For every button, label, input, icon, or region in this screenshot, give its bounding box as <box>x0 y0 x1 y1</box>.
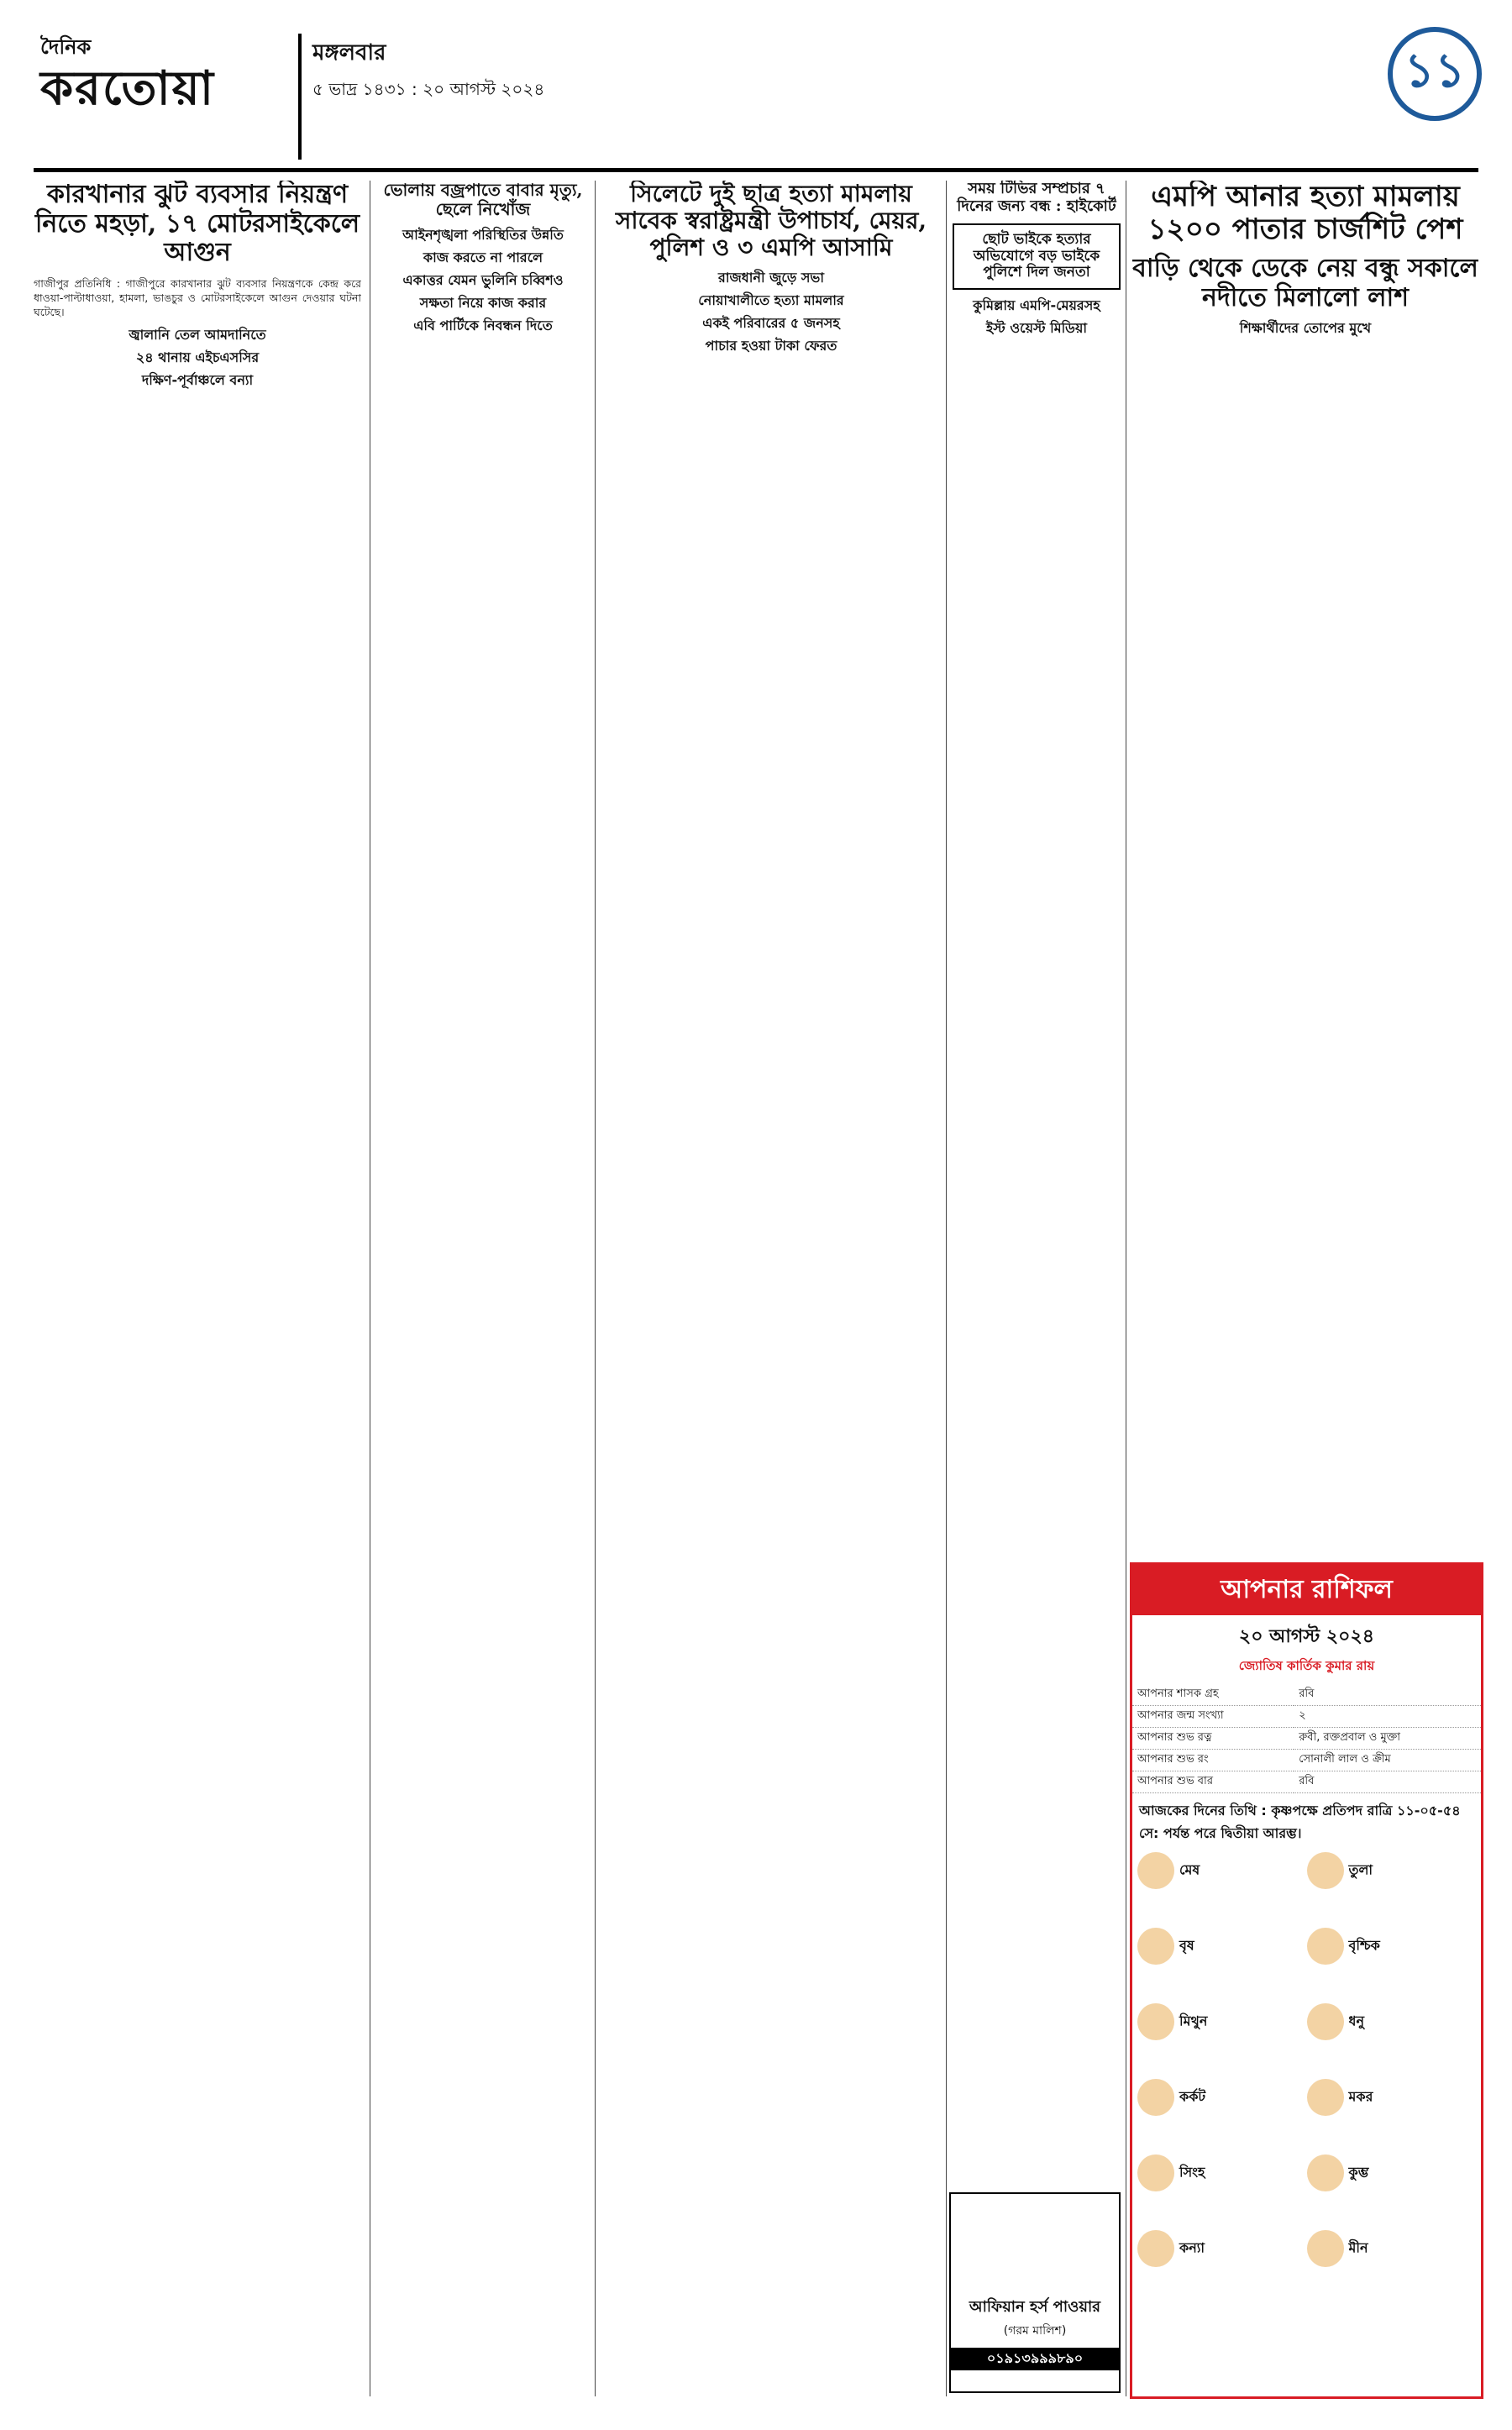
zodiac-icon <box>1307 2003 1344 2040</box>
subhead-family: একই পরিবারের ৫ জনসহ <box>702 314 840 331</box>
sign-item <box>1307 2079 1477 2154</box>
zodiac-icon <box>1307 1852 1344 1889</box>
tithi: আজকের দিনের তিথি : কৃষ্ণপক্ষে প্রতিপদ রাত্রি ১১-০৫-৫৪ সে: পর্যন্ত পরে দ্বিতীয়া আরম্ভ। <box>1139 1803 1461 1841</box>
ad-phone: ০১৯১৩৯৯৯৮৯০ <box>951 2348 1119 2370</box>
subhead-law: আইনশৃঙ্খলা পরিস্থিতির উন্নতি <box>402 227 564 243</box>
subhead-fuel: জ্বালানি তেল আমদানিতে <box>129 326 266 343</box>
sign-name: বৃষ <box>1179 1937 1194 1954</box>
subhead-money: পাচার হওয়া টাকা ফেরত <box>705 337 837 354</box>
zodiac-icon <box>1137 2154 1174 2191</box>
rashi-value: রুবী, রক্তপ্রবাল ও মুক্তা <box>1294 1728 1481 1750</box>
horoscope-title: আপনার রাশিফল <box>1132 1565 1481 1615</box>
rashi-value: রবি <box>1294 1771 1481 1793</box>
subhead-71: একাত্তর যেমন ভুলিনি চব্বিশও <box>402 272 564 288</box>
column-1 <box>34 181 361 2396</box>
sign-item <box>1137 2154 1307 2230</box>
headline-brother: ছোট ভাইকে হত্যার অভিযোগে বড় ভাইকে পুলিশে দিল জনতা <box>973 231 1100 281</box>
subhead-work: কাজ করতে না পারলে <box>423 249 543 265</box>
sign-name: মকর <box>1348 2088 1373 2105</box>
subhead-rally: রাজধানী জুড়ে সভা <box>718 269 824 286</box>
column-2 <box>378 181 588 2396</box>
zodiac-icon <box>1307 2079 1344 2116</box>
sign-item <box>1137 1852 1307 1928</box>
horoscope-box <box>1130 1562 1483 2399</box>
sign-item <box>1137 2003 1307 2079</box>
headline-anar: এমপি আনার হত্যা মামলায় ১২০০ পাতার চার্জশিট পেশ <box>1147 181 1463 247</box>
subhead-abparty: এবি পার্টিকে নিবন্ধন দিতে <box>413 318 553 333</box>
column-4 <box>953 181 1121 2396</box>
rashi-value: সোনালী লাল ও ক্রীম <box>1294 1750 1481 1771</box>
rashi-label: আপনার শুভ বার <box>1132 1771 1294 1793</box>
ad-brand: আফিয়ান হর্স পাওয়ার <box>969 2298 1101 2316</box>
headline-somoy: সময় টিভির সম্প্রচার ৭ দিনের জন্য বন্ধ : হাইকোর্ট <box>957 181 1116 215</box>
rashi-label: আপনার শুভ রত্ন <box>1132 1728 1294 1750</box>
subhead-eastwest: ইস্ট ওয়েস্ট মিডিয়া <box>985 320 1088 337</box>
sign-name: ধনু <box>1348 2013 1365 2029</box>
zodiac-icon <box>1137 2003 1174 2040</box>
sign-item <box>1137 2230 1307 2306</box>
zodiac-icon <box>1137 2079 1174 2116</box>
headline-body: বাড়ি থেকে ডেকে নেয় বন্ধু সকালে নদীতে মিলালো লাশ <box>1132 254 1478 312</box>
ad-tagline: (গরম মালিশ) <box>1003 2324 1067 2338</box>
sign-name: মীন <box>1348 2239 1368 2256</box>
sign-name: বৃশ্চিক <box>1348 1937 1380 1954</box>
sign-name: তুলা <box>1348 1861 1373 1878</box>
rashi-label: আপনার জন্ম সংখ্যা <box>1132 1706 1294 1728</box>
subhead-students: শিক্ষার্থীদের তোপের মুখে <box>1239 320 1372 337</box>
sign-item <box>1307 2230 1477 2306</box>
sign-name: মিথুন <box>1179 2013 1208 2029</box>
column-5 <box>1132 181 1478 1556</box>
rashi-value: ২ <box>1294 1706 1481 1728</box>
sign-item <box>1137 2079 1307 2154</box>
sign-item <box>1307 2154 1477 2230</box>
horoscope-author: জ্যোতিষ কার্তিক কুমার রায় <box>1238 1658 1375 1673</box>
logo-small: দৈনিক <box>40 35 92 59</box>
sign-name: মেষ <box>1179 1861 1200 1878</box>
sign-item <box>1307 1928 1477 2003</box>
zodiac-icon <box>1137 2230 1174 2267</box>
sign-name: সিংহ <box>1179 2164 1205 2181</box>
sign-item <box>1307 1852 1477 1928</box>
rashi-label: আপনার শুভ রং <box>1132 1750 1294 1771</box>
headline-sylhet: সিলেটে দুই ছাত্র হত্যা মামলায় সাবেক স্বরাষ্ট্রমন্ত্রী উপাচার্য, মেয়র, পুলিশ ও ৩ এমপি আসামি <box>615 181 927 262</box>
subhead-comilla: কুমিল্লায় এমপি-মেয়রসহ <box>973 297 1100 314</box>
subhead-capacity: সক্ষতা নিয়ে কাজ করার <box>419 295 547 311</box>
zodiac-icon <box>1307 2154 1344 2191</box>
zodiac-icon <box>1307 2230 1344 2267</box>
masthead-day: মঙ্গলবার <box>312 40 386 66</box>
subhead-noakhali: নোয়াখালীতে হত্যা মামলার <box>698 291 844 308</box>
column-rule <box>946 181 947 2396</box>
logo: করতোয়া <box>40 61 215 116</box>
subhead-hsc: ২৪ থানায় এইচএসসির <box>135 349 260 365</box>
masthead-date: ৫ ভাদ্র ১৪৩১ : ২০ আগস্ট ২০২৪ <box>312 79 545 99</box>
article-lead: গাজীপুর প্রতিনিধি : গাজীপুরে কারখানার ঝুট ব্যবসার নিয়ন্ত্রণকে কেন্দ্র করে ধাওয়া-পাল্টাধাওয়া, হামলা, ভাঙচুর ও মোটরসাইকেলে আগুন দেওয়ার ঘটনা ঘটেছে। <box>34 276 361 318</box>
subhead-flood: দক্ষিণ-পূর্বাঞ্চলে বন্যা <box>141 371 254 388</box>
headline-bhola: ভোলায় বজ্রপাতে বাবার মৃত্যু, ছেলে নিখোঁজ <box>383 181 583 219</box>
top-rule <box>34 168 1478 172</box>
sign-name: কন্যা <box>1179 2239 1205 2256</box>
rashi-value: রবি <box>1294 1684 1481 1706</box>
advertisement <box>949 2192 1121 2393</box>
column-3 <box>603 181 939 2396</box>
sign-item <box>1137 1928 1307 2003</box>
rashi-label: আপনার শাসক গ্রহ <box>1132 1684 1294 1706</box>
masthead-divider <box>298 34 302 160</box>
sign-name: কুম্ভ <box>1348 2164 1369 2181</box>
sign-name: কর্কট <box>1179 2088 1206 2105</box>
zodiac-icon <box>1307 1928 1344 1965</box>
page-number: ১১ <box>1388 27 1482 121</box>
zodiac-icon <box>1137 1928 1174 1965</box>
sign-item <box>1307 2003 1477 2079</box>
zodiac-icon <box>1137 1852 1174 1889</box>
horoscope-date: ২০ আগস্ট ২০২৪ <box>1238 1626 1375 1647</box>
headline-factory: কারখানার ঝুট ব্যবসার নিয়ন্ত্রণ নিতে মহড়া, ১৭ মোটরসাইকেলে আগুন <box>34 181 360 267</box>
column-rule <box>595 181 596 2396</box>
